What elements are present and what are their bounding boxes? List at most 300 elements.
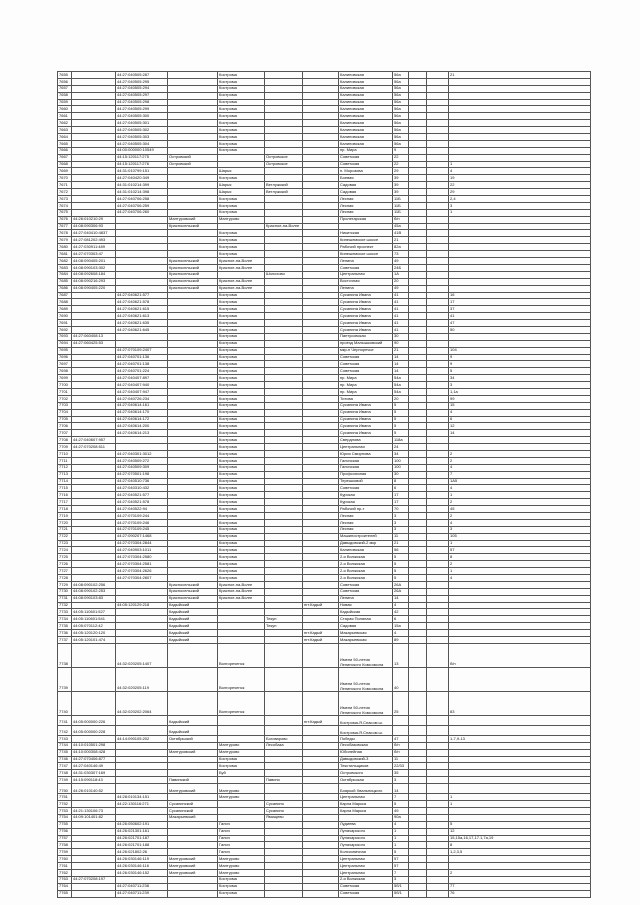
table-cell [427,409,449,416]
table-cell: 7749 [58,777,72,784]
table-cell: 44:27:070208:197 [72,876,116,883]
table-cell [72,78,116,85]
table-row [58,876,591,883]
table-cell [427,801,449,808]
table-cell [449,581,591,588]
table-cell: Кострома [218,416,265,423]
table-cell: Калиновская [339,113,393,120]
table-cell: Кострома [218,756,265,763]
table-cell [427,478,449,485]
table-cell [427,320,449,327]
table-cell: 41 [393,292,409,299]
table-cell: 7706 [58,423,72,430]
table-cell: 44:27:040711:239 [116,890,168,897]
table-cell: Кострома [218,299,265,306]
table-cell [72,471,116,478]
table-cell [303,890,339,897]
table-cell [72,388,116,395]
table-cell: 47 [393,735,409,742]
table-cell: 44:27:040621:645 [116,326,168,333]
table-cell [409,147,427,154]
table-cell [265,423,303,430]
table-cell: пр. Мира [339,382,393,389]
table-cell [218,814,265,821]
table-cell [427,835,449,842]
table-cell: Кострома [218,890,265,897]
table-cell: Текун [265,623,303,630]
table-cell: 8 [449,554,591,561]
table-cell [265,382,303,389]
table-row [58,450,591,457]
table-cell: Павинский [168,777,218,784]
table-cell [303,506,339,513]
table-cell [72,478,116,485]
table-row [58,856,591,863]
table-cell: 7664 [58,134,72,141]
table-cell [409,777,427,784]
table-cell [409,333,427,340]
table-cell: Калиновская [339,134,393,141]
table-cell: Ямищево [265,814,303,821]
table-cell [427,547,449,554]
table-cell: 44:15:120117:275 [116,154,168,161]
table-cell: 44:27:040521:577 [116,492,168,499]
table-cell [168,416,218,423]
table-cell [116,237,168,244]
table-cell [427,890,449,897]
table-cell: 1 [393,842,409,849]
table-cell [168,471,218,478]
table-cell [303,361,339,368]
table-cell: Давыдовский-2 мкр [339,540,393,547]
table-cell: Садовая [339,182,393,189]
table-cell [427,756,449,763]
table-cell: 7666 [58,147,72,154]
table-cell [449,244,591,251]
table-cell: Ленина [339,595,393,602]
table-cell: 5 [449,821,591,828]
table-cell [116,756,168,763]
table-row [58,763,591,770]
table-cell [72,828,116,835]
table-cell [265,175,303,182]
table-cell [409,409,427,416]
table-cell: 44:08:090216:293 [72,278,116,285]
table-cell [265,568,303,575]
table-row [58,883,591,890]
table-cell: 44:26:010210:29 [72,216,116,223]
table-cell [265,209,303,216]
table-cell [168,306,218,313]
table-cell: Кострома [218,313,265,320]
table-cell: 41 [449,313,591,320]
table-cell [72,99,116,106]
table-cell [72,430,116,437]
table-row [58,402,591,409]
table-cell [303,251,339,258]
table-cell [303,368,339,375]
table-cell [116,251,168,258]
table-cell [168,347,218,354]
table-cell [168,313,218,320]
table-cell: Курская [339,492,393,499]
table-cell [116,742,168,749]
table-cell: 44:32:020205:119 [116,667,168,691]
table-cell [168,492,218,499]
table-cell: пр. Мира [339,375,393,382]
table-cell [168,140,218,147]
table-row [58,715,591,725]
table-cell [116,763,168,770]
table-cell: Лесная [339,196,393,203]
table-cell: 4 [393,821,409,828]
table-cell: Кострома [218,361,265,368]
table-cell [303,437,339,444]
table-cell: Волгореченск [218,691,265,715]
table-cell: Галич [218,821,265,828]
table-cell [265,725,303,735]
table-cell [218,630,265,637]
table-cell [409,457,427,464]
table-cell: 44:26:021802:26 [116,849,168,856]
table-cell [168,320,218,327]
table-cell [168,168,218,175]
table-cell [72,375,116,382]
table-cell: Кострома [218,450,265,457]
table-cell: пгт.Кадый [303,637,339,644]
table-cell: Имени 50-летия Ленинского Комсомола [339,691,393,715]
table-cell: 44:27:040903:1011 [116,547,168,554]
table-cell [303,883,339,890]
table-row [58,168,591,175]
table-cell [218,777,265,784]
table-cell: Кострома [218,147,265,154]
table-cell: 5 [393,561,409,568]
table-row [58,375,591,382]
table-cell: Шарья [218,189,265,196]
table-cell [265,395,303,402]
table-cell [303,667,339,691]
table-cell [409,842,427,849]
table-cell [449,770,591,777]
table-cell [409,869,427,876]
table-cell [116,216,168,223]
table-cell [409,856,427,863]
table-cell: 44:26:030146:119 [116,856,168,863]
table-cell: 26А [393,588,409,595]
table-cell [409,637,427,644]
table-cell: Титова [339,395,393,402]
table-cell [427,575,449,582]
table-row [58,292,591,299]
table-cell: Калиновская [339,140,393,147]
table-row [58,784,591,794]
table-cell: 82а [393,244,409,251]
table-cell: 5 [393,554,409,561]
table-row [58,299,591,306]
table-cell: пгт.Кадый [303,602,339,609]
table-cell: 7660 [58,106,72,113]
table-cell: Кострома [218,533,265,540]
table-cell [116,749,168,756]
table-cell: 44:27:040407:947 [116,388,168,395]
table-cell [427,306,449,313]
table-cell: 7672 [58,189,72,196]
table-cell: 1 [449,540,591,547]
table-cell [449,140,591,147]
table-cell [72,189,116,196]
table-cell [409,725,427,735]
table-cell: Лесная [339,519,393,526]
table-cell: 7709 [58,444,72,451]
table-cell [427,869,449,876]
table-cell: Островский [168,154,218,161]
table-cell [427,134,449,141]
table-cell [265,285,303,292]
table-cell [116,623,168,630]
table-cell: 7702 [58,395,72,402]
table-cell [72,554,116,561]
table-row [58,251,591,258]
table-cell: Бояркой Хвальницкого [339,784,393,794]
table-cell [427,92,449,99]
table-cell [409,444,427,451]
table-cell [72,161,116,168]
table-cell [72,513,116,520]
table-cell [449,230,591,237]
table-cell: 7727 [58,568,72,575]
table-cell: 7656 [58,78,72,85]
table-cell [427,361,449,368]
table-cell: 2-я Волжская [339,876,393,883]
table-cell: Кострома [218,333,265,340]
table-cell: 7730 [58,588,72,595]
table-cell [303,794,339,801]
table-cell: 44:21:130106:73 [72,807,116,814]
table-cell: Карла Маркса [339,801,393,808]
table-cell: 2-я Волжская [339,561,393,568]
table-cell [168,478,218,485]
table-cell: 7763 [58,876,72,883]
table-cell [427,333,449,340]
table-cell: 90 [393,340,409,347]
table-cell: 7740 [58,691,72,715]
table-cell [265,196,303,203]
table-cell: 41 [393,320,409,327]
table-cell [265,784,303,794]
table-cell: Имени 50-летия Ленинского Комсомола [339,643,393,667]
table-cell [409,340,427,347]
table-cell [72,140,116,147]
table-cell [265,120,303,127]
table-cell: Красносельский [168,278,218,285]
table-cell: Макарьевский [168,814,218,821]
table-row [58,519,591,526]
table-cell: 7753 [58,807,72,814]
table-cell: 22 [393,161,409,168]
table-cell [409,423,427,430]
table-cell: 45а [393,223,409,230]
table-row [58,416,591,423]
table-cell [303,835,339,842]
table-cell: Галич [218,835,265,842]
table-cell: 7657 [58,85,72,92]
table-cell [409,388,427,395]
table-cell: 44:15:090118:43 [72,777,116,784]
table-cell: Кострома [218,306,265,313]
table-cell [449,78,591,85]
table-row [58,630,591,637]
table-cell [449,595,591,602]
table-cell [409,244,427,251]
table-cell: 39 [393,182,409,189]
table-cell: 57 [393,856,409,863]
table-cell: Кострома [218,340,265,347]
table-cell: 44:05:120120:120 [72,630,116,637]
table-cell [427,375,449,382]
table-cell: Кострома [218,763,265,770]
table-row [58,313,591,320]
table-cell [72,402,116,409]
table-cell [449,777,591,784]
table-cell [303,485,339,492]
table-cell: 7728 [58,575,72,582]
table-cell: 44:28:010134:151 [116,794,168,801]
table-cell: 44:10:000308:428 [72,749,116,756]
table-cell: Кострома [218,876,265,883]
table-cell [265,99,303,106]
table-cell [303,735,339,742]
table-cell: 39 [393,189,409,196]
table-cell [168,526,218,533]
table-cell: 7734 [58,616,72,623]
table-cell [409,196,427,203]
table-row [58,306,591,313]
table-cell: 7689 [58,306,72,313]
table-cell: 44:27:040301:3012 [116,450,168,457]
table-cell [409,161,427,168]
table-cell [427,749,449,756]
table-cell [409,588,427,595]
table-cell: Красносельский [168,223,218,230]
table-cell [303,763,339,770]
table-cell: 7715 [58,485,72,492]
table-cell [303,581,339,588]
table-cell [409,756,427,763]
table-cell: 44:27:060408:13 [72,333,116,340]
table-row [58,637,591,644]
table-cell: Кострома-Я.Спасом ш. [339,715,393,725]
table-cell [168,554,218,561]
table-cell [168,299,218,306]
table-cell: Мантурово [218,863,265,870]
table-row [58,147,591,154]
table-cell: 5б/1 [393,890,409,897]
table-cell [116,784,168,794]
table-cell [427,223,449,230]
table-cell: 44:27:040505:300 [116,113,168,120]
table-cell [72,547,116,554]
table-cell [72,113,116,120]
table-cell [303,99,339,106]
table-row [58,492,591,499]
table-cell [168,354,218,361]
table-cell [303,478,339,485]
table-cell: 44:27:070406:877 [72,756,116,763]
table-cell: 14 [393,368,409,375]
table-cell [427,849,449,856]
table-cell [449,134,591,141]
table-cell [72,299,116,306]
table-cell: 3 [449,526,591,533]
table-cell [449,271,591,278]
table-cell [265,72,303,79]
table-cell [449,630,591,637]
table-cell [168,230,218,237]
table-cell: 56а [393,120,409,127]
table-row [58,182,591,189]
table-cell: 11Б [393,196,409,203]
table-cell [168,423,218,430]
table-row [58,99,591,106]
table-cell: 44:27:081202:493 [72,237,116,244]
table-cell: Кострома [218,320,265,327]
table-cell: 83 [449,691,591,715]
table-cell: 8 [449,842,591,849]
table-cell: 35 [393,770,409,777]
table-cell [303,168,339,175]
table-cell [427,519,449,526]
table-cell: Кострома [218,209,265,216]
table-cell: Мантурово [218,742,265,749]
table-cell [168,794,218,801]
table-cell [303,202,339,209]
table-cell [427,292,449,299]
table-cell: 7759 [58,849,72,856]
table-cell: Красносельский [168,271,218,278]
table-cell: 7743 [58,735,72,742]
table-cell: 9 [449,354,591,361]
table-cell: Восточная [339,278,393,285]
table-row [58,890,591,897]
table-cell [303,237,339,244]
table-cell: 57 [393,863,409,870]
table-cell [409,175,427,182]
table-cell: 7746 [58,756,72,763]
table-cell: Кострома [218,478,265,485]
table-cell [265,715,303,725]
table-cell [303,457,339,464]
table-cell [427,777,449,784]
table-cell [72,72,116,79]
table-row [58,333,591,340]
table-cell: 44:27:070304:2626 [116,568,168,575]
table-cell [427,140,449,147]
table-cell [168,120,218,127]
table-row [58,801,591,808]
table-cell [427,637,449,644]
table-cell: 7748 [58,770,72,777]
table-cell: 44:27:040522:94 [116,506,168,513]
table-cell: 44:26:050602:191 [116,821,168,828]
table-cell: 4 [393,630,409,637]
table-cell [409,609,427,616]
table-cell: Шолохово [265,271,303,278]
table-cell: б/н [393,216,409,223]
table-cell: 56 [393,547,409,554]
table-cell: 7719 [58,513,72,520]
table-cell [427,154,449,161]
